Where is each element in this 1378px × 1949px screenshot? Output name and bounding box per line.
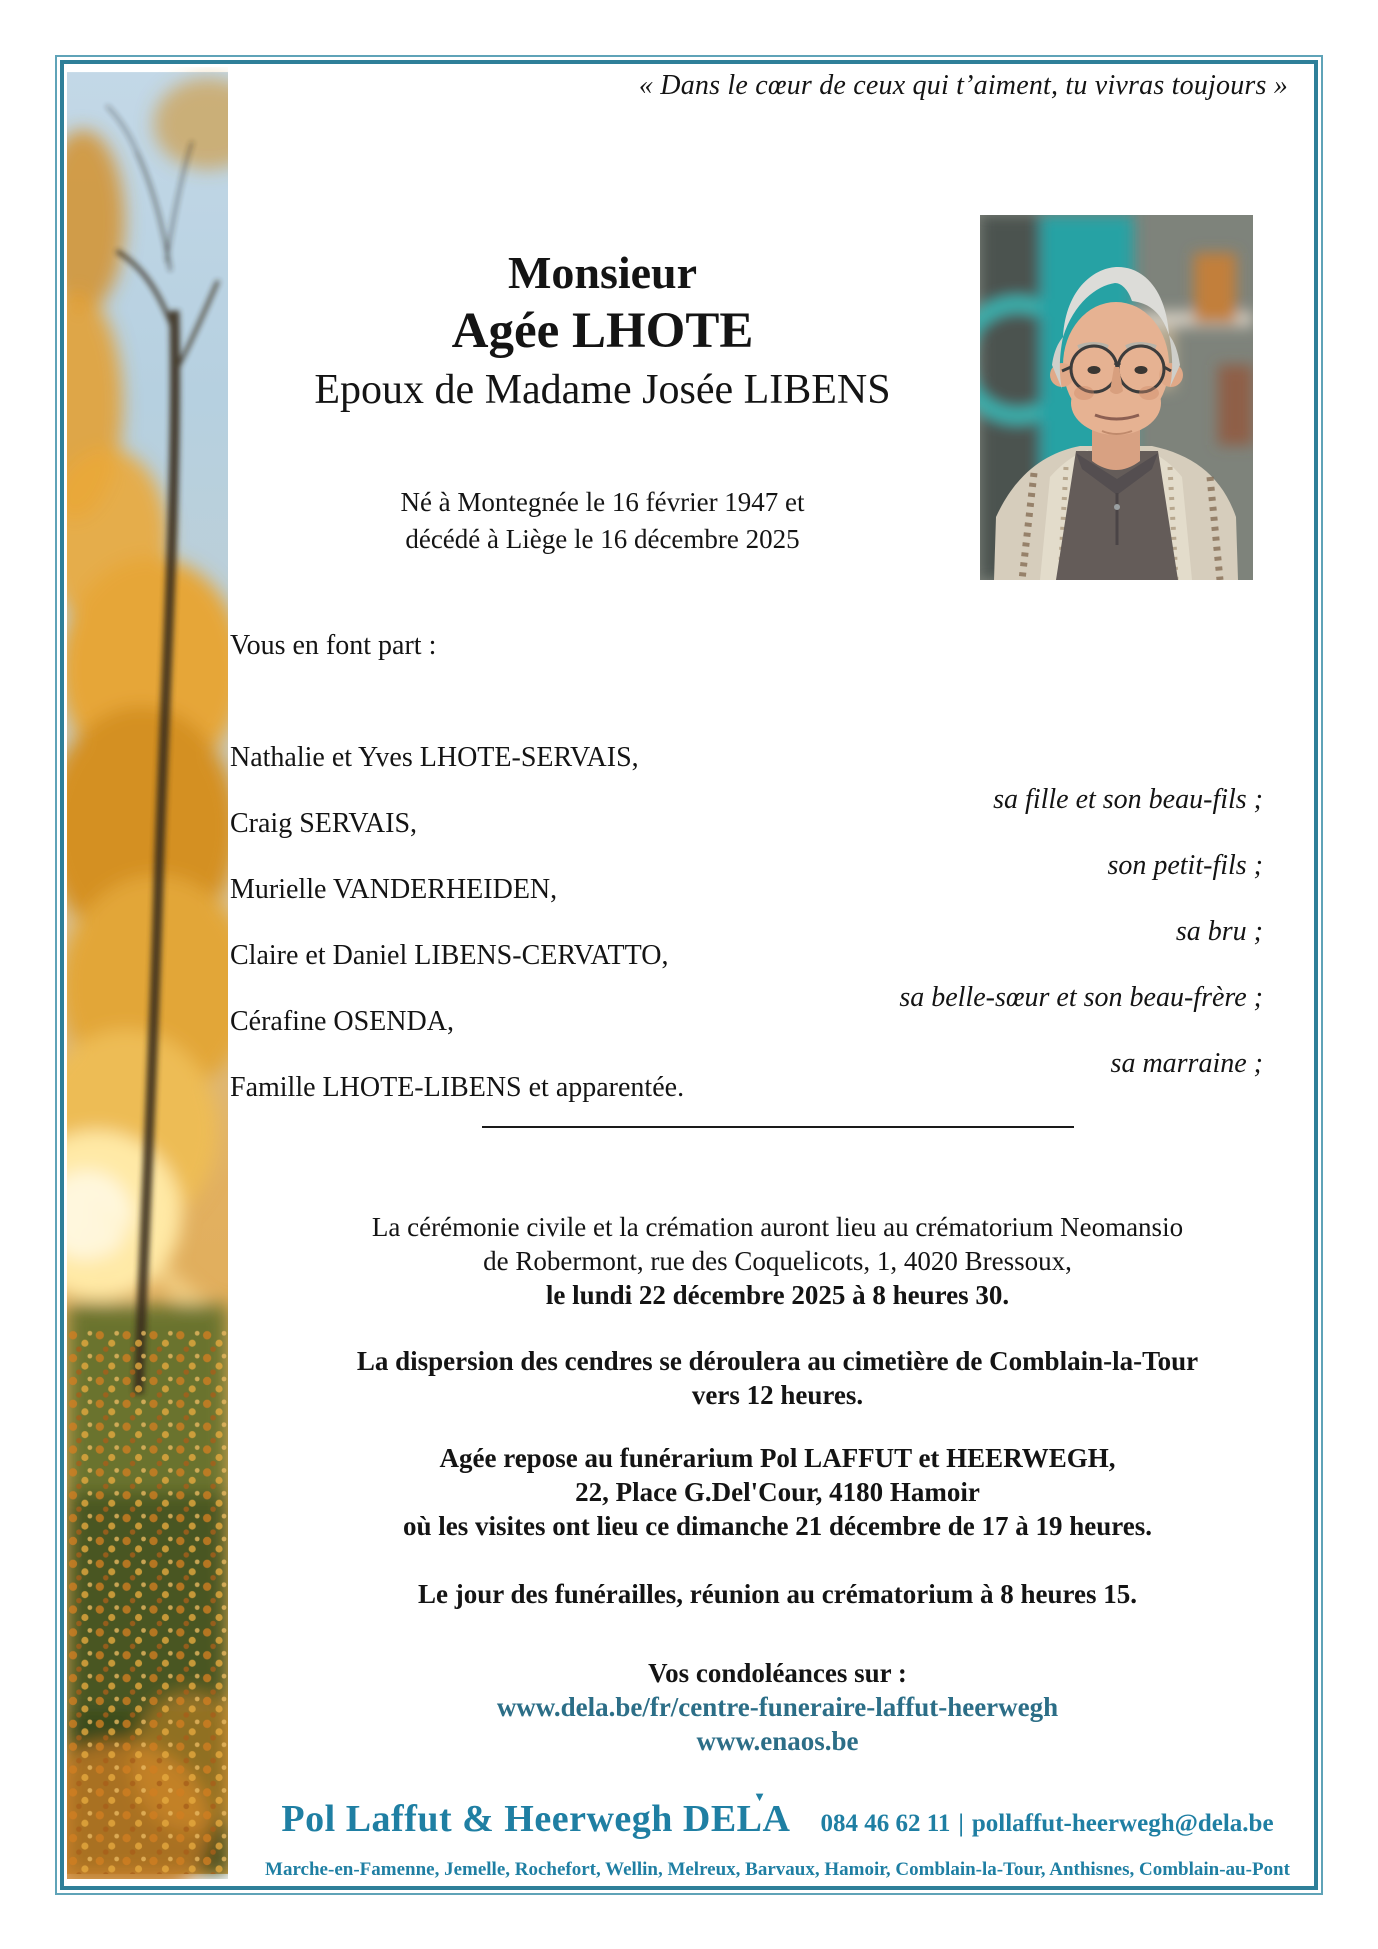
condolences-link-enaos[interactable]: www.enaos.be <box>696 1726 859 1756</box>
repose-block <box>230 1441 1325 1543</box>
birth-line: Né à Montegnée le 16 février 1947 et <box>400 487 805 517</box>
family-names-line: Cérafine OSENDA, <box>230 1006 454 1037</box>
autumn-photo-strip <box>67 67 228 1879</box>
family-names-line: Murielle VANDERHEIDEN, <box>230 874 558 905</box>
birth-death-block <box>230 484 975 558</box>
separator-line <box>482 1126 1074 1128</box>
footer-brand-row <box>230 1797 1325 1841</box>
family-names-line: Nathalie et Yves LHOTE-SERVAIS, <box>230 742 639 773</box>
condolences-title: Vos condoléances sur : <box>648 1658 907 1688</box>
repose-line-1: Agée repose au funérarium Pol LAFFUT et HEERWEGH, <box>439 1443 1116 1473</box>
repose-line-2: 22, Place G.Del'Cour, 4180 Hamoir <box>575 1477 980 1507</box>
funeral-home-logo <box>281 1797 790 1841</box>
deceased-spouse-line: Epoux de Madame Josée LIBENS <box>314 367 891 413</box>
dispersion-block <box>230 1344 1325 1412</box>
dela-logo: DELA ▼ <box>683 1797 791 1841</box>
family-names-line: Famille LHOTE-LIBENS et apparentée. <box>230 1072 685 1103</box>
family-relation-line: sa bru ; <box>1175 916 1263 947</box>
condolences-block <box>230 1656 1325 1758</box>
memorial-quote: « Dans le cœur de ceux qui t’aiment, tu vivras toujours » <box>638 70 1288 101</box>
funeral-home-name: Pol Laffut & Heerwegh <box>281 1798 673 1840</box>
footer-email: pollaffut-heerwegh@dela.be <box>971 1810 1274 1837</box>
family-relation-line: sa belle-sœur et son beau-frère ; <box>899 982 1263 1013</box>
portrait-photo <box>980 215 1253 580</box>
footer-divider: | <box>958 1810 964 1837</box>
ceremony-date-line: le lundi 22 décembre 2025 à 8 heures 30. <box>545 1280 1010 1310</box>
repose-line-3: où les visites ont lieu ce dimanche 21 décembre de 17 à 19 heures. <box>403 1511 1152 1541</box>
family-relation-line: son petit-fils ; <box>1107 850 1263 881</box>
ceremony-block <box>230 1210 1325 1312</box>
family-names-line: Claire et Daniel LIBENS-CERVATTO, <box>230 940 669 971</box>
family-relation-line: sa marraine ; <box>1110 1048 1263 1079</box>
family-names-line: Craig SERVAIS, <box>230 808 418 839</box>
ceremony-line-2: de Robermont, rue des Coquelicots, 1, 4020 Bressoux, <box>483 1246 1072 1276</box>
portrait-illustration <box>980 215 1253 580</box>
condolences-link-dela[interactable]: www.dela.be/fr/centre-funeraire-laffut-heerwegh <box>496 1692 1059 1722</box>
footer-phone: 084 46 62 11 <box>820 1810 951 1837</box>
family-relation-line: sa fille et son beau-fils ; <box>993 784 1263 815</box>
funeral-day-line: Le jour des funérailles, réunion au crématorium à 8 heures 15. <box>418 1579 1137 1609</box>
ceremony-line-1: La cérémonie civile et la crémation auront lieu au crématorium Neomansio <box>371 1212 1184 1242</box>
death-line: décédé à Liège le 16 décembre 2025 <box>405 524 800 554</box>
section-separator <box>230 1126 1325 1128</box>
footer-locations: Marche-en-Famenne, Jemelle, Rochefort, Wellin, Melreux, Barvaux, Hamoir, Comblain-la-Tour, Anthisnes, Comblain-au-Pont <box>265 1859 1290 1880</box>
dispersion-line-1: La dispersion des cendres se déroulera au cimetière de Comblain-la-Tour <box>356 1346 1199 1376</box>
deceased-name: Agée LHOTE <box>451 303 754 359</box>
announcement-intro: Vous en font part : <box>230 630 437 661</box>
dela-triangle-icon <box>753 1790 766 1803</box>
footer-contact <box>820 1810 1273 1838</box>
dispersion-line-2: vers 12 heures. <box>691 1380 864 1410</box>
deceased-title: Monsieur <box>507 247 698 298</box>
autumn-tree-illustration <box>67 67 228 1879</box>
